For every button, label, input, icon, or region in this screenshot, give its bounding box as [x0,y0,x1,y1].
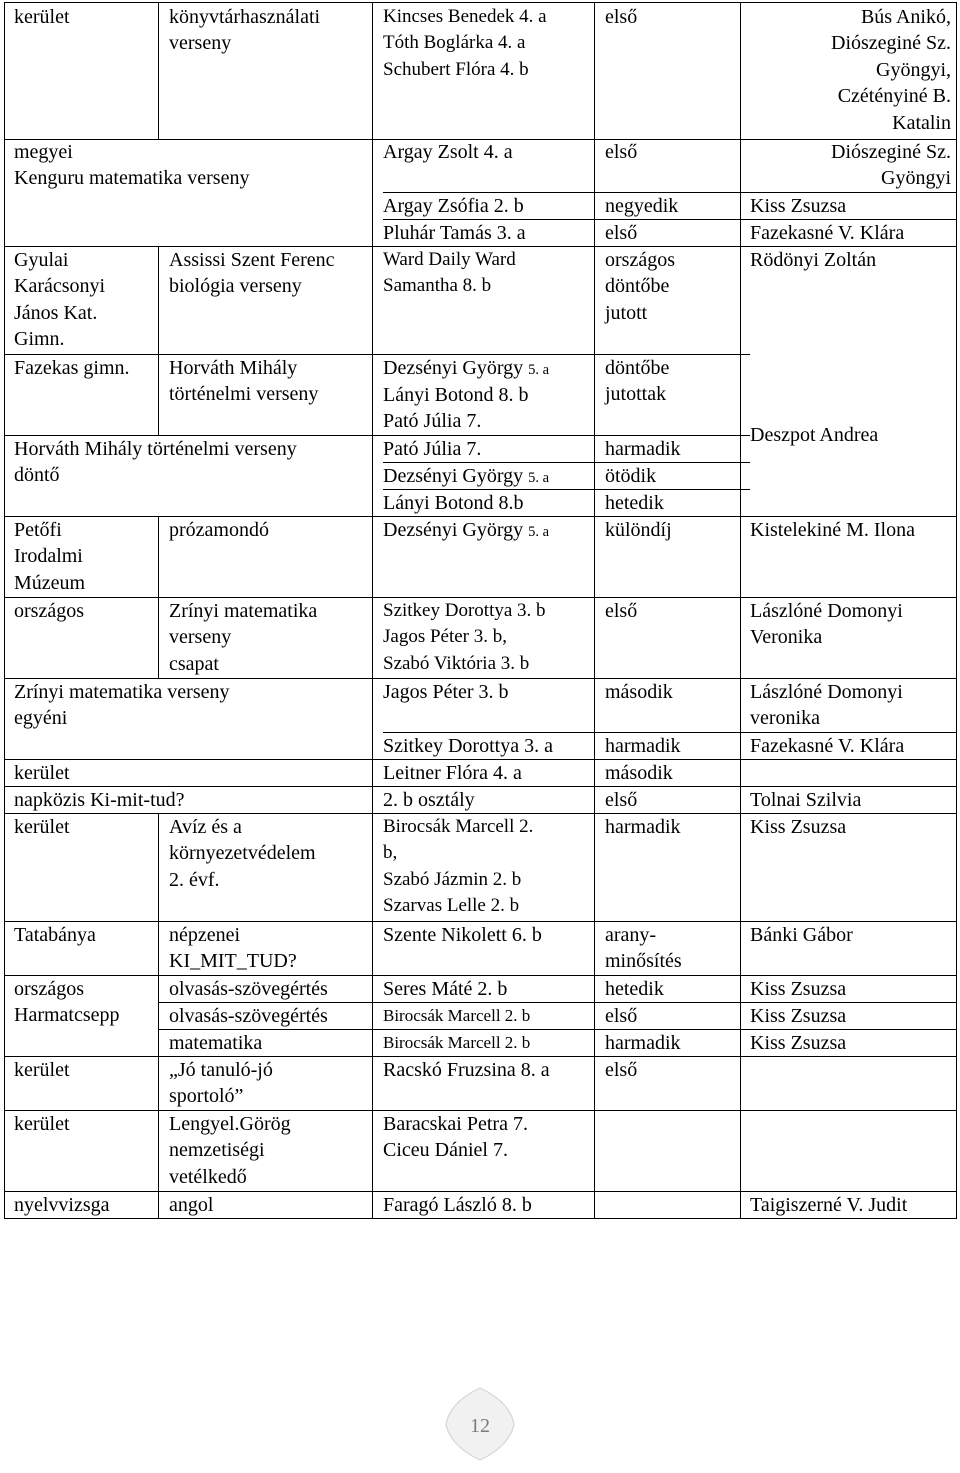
student-class: 5. a [528,524,550,540]
placement-cell: első [605,600,638,622]
teacher-cell: Kiss Zsuzsa [750,816,847,838]
level-cell: kerület [14,1113,70,1135]
level-cell: országos Harmatcsepp [14,978,120,1027]
level-cell: országos [14,600,84,622]
competition-cell: Lengyel.Görög nemzetiségi vetélkedő [169,1113,291,1188]
placement-cell: hetedik [605,978,664,1000]
placement-cell: második [605,681,673,703]
competition-cell: Zrínyi matematika verseny csapat [169,600,318,675]
students-cell: Pluhár Tamás 3. a [383,222,526,244]
competition-cell: Avíz és a környezetvédelem 2. évf. [169,816,316,891]
placement-cell: ötödik [605,465,657,487]
competition-cell: matematika [169,1032,263,1054]
students-cell: Faragó László 8. b [383,1194,532,1216]
page-number-text: 12 [470,1415,490,1437]
placement-cell: harmadik [605,735,681,757]
students-cell: Seres Máté 2. b [383,978,508,1000]
students-cell: Szente Nikolett 6. b [383,924,542,946]
column-divider [740,3,741,1218]
teacher-cell: Fazekasné V. Klára [750,735,905,757]
students-cell [383,355,549,383]
column-divider [158,246,159,435]
students-cell: Lányi Botond 8.b [383,492,524,514]
competition-cell: könyvtárhasználati verseny [169,6,321,55]
level-competition-cell: Zrínyi matematika verseny egyéni [14,681,230,730]
students-cell: Baracskai Petra 7. Ciceu Dániel 7. [383,1113,528,1162]
students-cell [383,463,549,491]
level-cell: Gyulai Karácsonyi János Kat. Gimn. [14,249,106,351]
teacher-cell: Kiss Zsuzsa [750,978,847,1000]
teacher-cell: Kiss Zsuzsa [750,1005,847,1027]
teacher-cell: Tolnai Szilvia [750,789,862,811]
students-cell: Jagos Péter 3. b [383,681,509,703]
students-cell: Birocsák Marcell 2. b [383,1033,531,1052]
column-divider [158,813,159,1218]
students-cell: Birocsák Marcell 2. b, Szabó Jázmin 2. b Szarvas Lelle 2. b [383,816,534,917]
competition-cell: angol [169,1194,214,1216]
level-competition-cell: napközis Ki-mit-tud? [14,789,185,811]
competition-cell: népzenei KI_MIT_TUD? [169,924,297,973]
competition-cell: Horváth Mihály történelmi verseny [169,357,319,406]
teacher-cell: Diószeginé Sz. Gyöngyi [831,141,951,190]
level-competition-cell: Horváth Mihály történelmi verseny döntő [14,438,297,487]
students-cell: Kincses Benedek 4. a Tóth Boglárka 4. a Schubert Flóra 4. b [383,6,547,80]
placement-cell: országos döntőbe jutott [605,249,675,324]
placement-cell: negyedik [605,195,679,217]
placement-cell: harmadik [605,816,681,838]
teacher-cell: Taigiszerné V. Judit [750,1194,908,1216]
students-cell: Ward Daily Ward Samantha 8. b [383,249,516,297]
placement-cell: első [605,141,638,163]
competition-cell: olvasás-szövegértés [169,978,328,1000]
placement-cell: harmadik [605,438,681,460]
teacher-cell: Fazekasné V. Klára [750,222,905,244]
placement-cell: harmadik [605,1032,681,1054]
student-class: 5. a [528,362,550,378]
students-cell: Racskó Fruzsina 8. a [383,1059,550,1081]
teacher-cell: Bánki Gábor [750,924,853,946]
students-cell: Birocsák Marcell 2. b [383,1006,531,1025]
students-cell: Leitner Flóra 4. a [383,762,522,784]
level-competition-cell: megyei Kenguru matematika verseny [14,141,250,190]
level-cell: kerület [14,816,70,838]
placement-cell: döntőbe jutottak [605,357,670,406]
column-divider [158,3,159,139]
student-name: Dezsényi György [383,357,524,379]
competition-cell: Assissi Szent Ferenc biológia verseny [169,249,335,298]
placement-cell: arany- minősítés [605,924,682,973]
teacher-cell: Kiss Zsuzsa [750,1032,847,1054]
teacher-cell: Deszpot Andrea [750,424,879,446]
placement-cell: első [605,1005,638,1027]
teacher-cell: Rödönyi Zoltán [750,249,877,271]
student-name: Dezsényi György [383,519,524,541]
column-divider [158,516,159,678]
student-name: Dezsényi György [383,465,524,487]
teacher-cell: Bús Anikó, Diószeginé Sz. Gyöngyi, Czétényiné B. Katalin [831,6,951,134]
students-cell: 2. b osztály [383,789,475,811]
competition-cell: olvasás-szövegértés [169,1005,328,1027]
level-cell: kerület [14,6,70,28]
level-cell: Fazekas gimn. [14,357,130,379]
competition-cell: „Jó tanuló-jó sportoló” [169,1059,273,1108]
teacher-cell: Kistelekiné M. Ilona [750,519,915,541]
students-cell: Szitkey Dorottya 3. b Jagos Péter 3. b, Szabó Viktória 3. b [383,600,546,674]
column-divider [372,3,373,1218]
results-table [4,2,957,1219]
level-cell: kerület [14,1059,70,1081]
placement-cell: első [605,1059,638,1081]
level-cell: nyelvvizsga [14,1194,110,1216]
placement-cell: első [605,6,638,28]
level-cell: Petőfi Irodalmi Múzeum [14,519,86,594]
teacher-cell: Kiss Zsuzsa [750,195,847,217]
students-cell: Szitkey Dorottya 3. a [383,735,553,757]
level-cell: kerület [14,762,70,784]
placement-cell: első [605,222,638,244]
level-cell: Tatabánya [14,924,96,946]
students-cell: Pató Júlia 7. [383,438,482,460]
placement-cell: hetedik [605,492,664,514]
student-class: 5. a [528,470,550,486]
column-divider [594,3,595,1218]
teacher-cell: Lászlóné Domonyi veronika [750,681,903,730]
students-cell [383,517,549,545]
teacher-cell: Lászlóné Domonyi Veronika [750,600,903,649]
students-cell: Argay Zsolt 4. a [383,141,513,163]
students-cell: Argay Zsófia 2. b [383,195,524,217]
students-cell: Lányi Botond 8. b Pató Júlia 7. [383,384,529,433]
placement-cell: második [605,762,673,784]
competition-cell: prózamondó [169,519,269,541]
page-number-badge [440,1384,520,1464]
placement-cell: első [605,789,638,811]
placement-cell: különdíj [605,519,672,541]
